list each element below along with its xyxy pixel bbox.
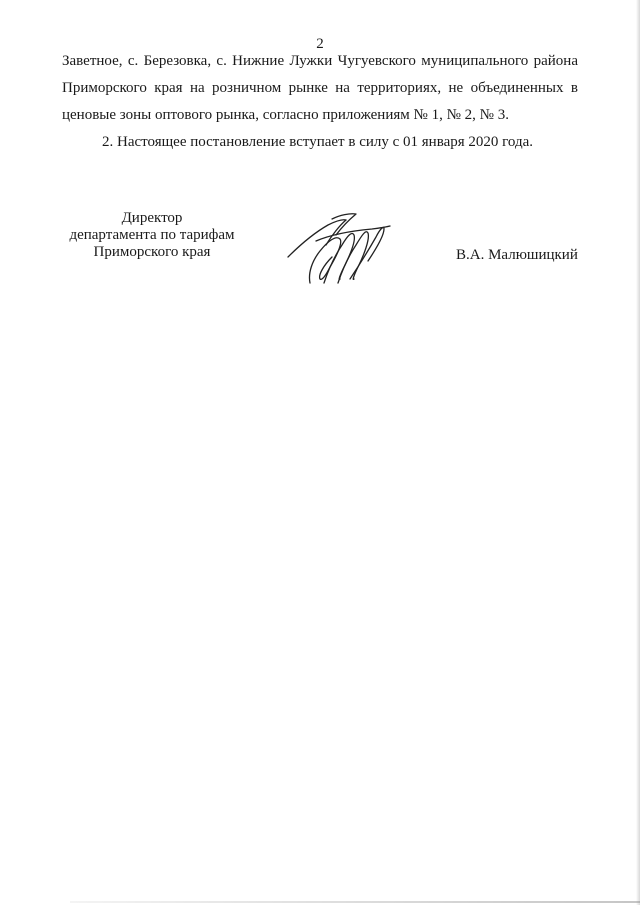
signatory-name: В.А. Малюшицкий bbox=[456, 247, 578, 263]
paragraph-1-line-3: ценовые зоны оптового рынка, согласно приложениям № 1, № 2, № 3. bbox=[62, 107, 509, 123]
page-number: 2 bbox=[316, 36, 324, 52]
handwritten-signature bbox=[280, 205, 400, 295]
signer-title-line-1: Директор bbox=[121, 210, 183, 226]
signer-title-line-3: Приморского края bbox=[93, 244, 211, 260]
paragraph-1-line-2: Приморского края на розничном рынке на территориях, не объединенных в bbox=[62, 80, 578, 96]
paragraph-1-line-1: Заветное, с. Березовка, с. Нижние Лужки Чугуевского муниципального района bbox=[62, 53, 578, 69]
paragraph-2: 2. Настоящее постановление вступает в силу с 01 января 2020 года. bbox=[102, 134, 534, 150]
scan-bottom-edge bbox=[70, 901, 640, 903]
signer-title-line-2: департамента по тарифам bbox=[69, 227, 235, 243]
scan-edge-shadow bbox=[636, 0, 640, 905]
signer-title bbox=[38, 210, 266, 261]
